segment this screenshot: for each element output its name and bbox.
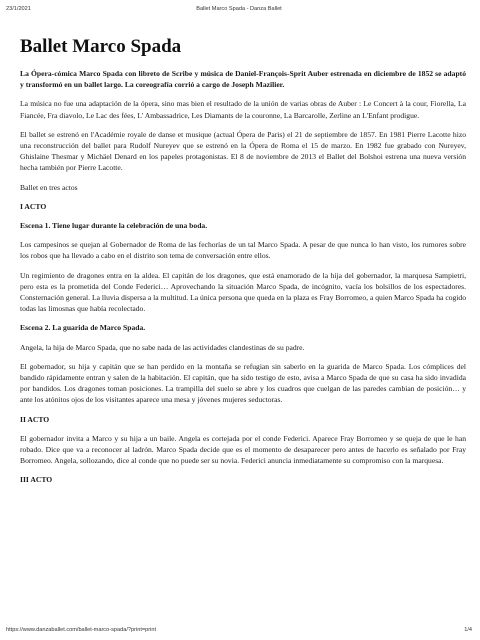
paragraph-history: El ballet se estrenó en l'Académie royale de danse et musique (actual Ópera de Paris) el 21 de septiembre de 1857. En 1981 Pierre Lacotte hizo una reconstrucción del ballet para Rudolf Nureyev que se estrenó en la Ópera de Roma el 15 de marzo. En 1982 fue grabado con Nureyev, Ghislaine Thesmar y Michäel Denard en los papeles protagonistas. El 8 de noviembre de 2013 el Ballet del Bolshoi estrena una nueva versión hecha también por Pierre Lacotte. bbox=[20, 129, 466, 173]
paragraph-scene1-b: Un regimiento de dragones entra en la aldea. El capitán de los dragones, que está enamorado de la hija del gobernador, la marquesa Sampietri, pero esta es la prometida del Conde Federici… Aprovechando la situación Marco Spada, de incógnito, vacía los bolsillos de los espectadores. Consternación general. La lluvia dispersa a la multitud. La única persona que queda en la plaza es Fray Borromeo, a quien Marco Spada ha cogido todas las limosnas que había recolectado. bbox=[20, 270, 466, 314]
scene-2-heading: Escena 2. La guarida de Marco Spada. bbox=[20, 323, 146, 333]
lead-paragraph: La Ópera-cómica Marco Spada con libreto de Scribe y música de Daniel-François-Sprit Auber estrenada en diciembre de 1852 se adaptó y transformó en un ballet largo. La coreografía corrió a cargo de Joseph Mazilier. bbox=[20, 69, 466, 90]
act-3-heading: III ACTO bbox=[20, 475, 53, 485]
act-1-heading: I ACTO bbox=[20, 201, 47, 211]
print-page-title: Ballet Marco Spada - Danza Ballet bbox=[196, 6, 282, 12]
page-number: 1/4 bbox=[464, 627, 472, 633]
print-header bbox=[6, 6, 472, 14]
paragraph-acts-intro: Ballet en tres actos bbox=[20, 182, 78, 192]
footer-url-link[interactable]: https://www.danzaballet.com/ballet-marco-spada/?print=print bbox=[6, 627, 157, 633]
act-2-heading: II ACTO bbox=[20, 414, 50, 424]
article bbox=[20, 26, 466, 494]
paragraph-scene1-a: Los campesinos se quejan al Gobernador de Roma de las fechorías de un tal Marco Spada. A pesar de que nunca lo han visto, los rumores sobre los robos que ha llevado a cabo en el distrito son tema de conversación entre ellos. bbox=[20, 240, 466, 261]
paragraph-act2: El gobernador invita a Marco y su hija a un baile. Angela es cortejada por el conde Federici. Aparece Fray Borromeo y se queja de que le han robado. Dice que va a reconocer al ladrón. Marco Spada decide que es el momento de desaparecer pero antes de hacerlo es señalado por Fray Borromeo. Angela, sollozando, dice al conde que no puede ser su novia. Federici anuncia inmediatamente su compromiso con la marquesa. bbox=[20, 433, 466, 466]
paragraph-music: La música no fue una adaptación de la ópera, sino mas bien el resultado de la unión de varias obras de Auber : Le Concert à la cour, Fiorella, La Fiancée, Fra diavolo, Le Lac des fées, L' Ambassadrice, Les Diamants de la couronne, La Barcarolle, Zerline an L'Enfant prodigue. bbox=[20, 99, 466, 120]
print-date: 23/1/2021 bbox=[6, 6, 31, 12]
print-footer bbox=[6, 627, 472, 635]
paragraph-scene2-b: El gobernador, su hija y capitán que se han perdido en la montaña se refugian sin saberlo en la guarida de Marco Spada. Los cómplices del bandido rápidamente entran y salen de la habitación. El capitán, que ha sido testigo de esto, avisa a Marco Spada de que su casa ha sido invadida por bandidos. Los dragones toman posiciones. La trampilla del suelo se abre y los cuadros que cuelgan de las paredes cambian de posición… y ante los atónitos ojos de los visitantes aparece una mesa y jóvenes mujeres seductoras. bbox=[20, 361, 466, 405]
article-title: Ballet Marco Spada bbox=[20, 36, 182, 57]
paragraph-scene2-a: Angela, la hija de Marco Spada, que no sabe nada de las actividades clandestinas de su padre. bbox=[20, 342, 305, 352]
scene-1-heading: Escena 1. Tiene lugar durante la celebración de una boda. bbox=[20, 221, 208, 231]
